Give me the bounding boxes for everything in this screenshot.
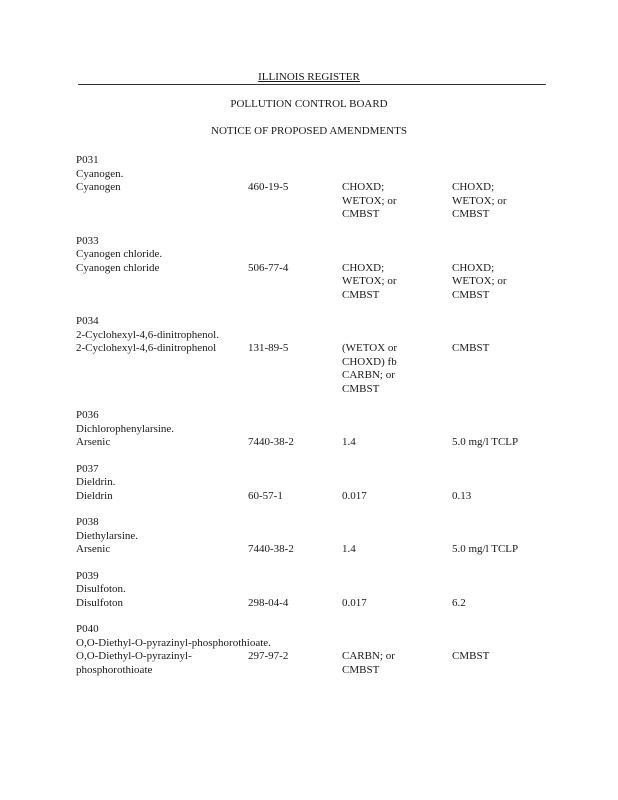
standard-line: CHOXD; [342,261,385,274]
nonwastewater-standard [452,543,562,557]
waste-entry [76,235,576,303]
constituent-line: phosphorothioate [76,663,153,676]
wastewater-standard [342,342,452,396]
wastewater-standard [342,543,452,557]
waste-entry [76,154,576,222]
standard-line: CARBN; or [342,650,395,662]
nonwastewater-standard [452,342,562,356]
nonwastewater-standard [452,650,562,664]
waste-name: Dieldrin. [76,476,116,488]
waste-entry [76,623,576,677]
constituent: Cyanogen [76,181,121,193]
waste-code: P033 [76,234,99,247]
constituent-row [76,597,576,611]
standard-line: CMBST [452,342,490,354]
constituent-row [76,436,576,450]
cas-number: 460-19-5 [248,181,289,193]
waste-entry [76,315,576,396]
standard-line: CMBST [452,288,490,301]
waste-code: P034 [76,315,99,327]
waste-name: Cyanogen chloride. [76,248,163,260]
constituent: Cyanogen chloride [76,261,160,274]
constituent-row [76,342,576,396]
standard-line: CMBST [342,208,380,220]
standard-line: WETOX; or [342,275,397,287]
standard-line: CHOXD) fb [342,355,397,368]
wastewater-standard [342,181,452,222]
wastewater-standard [342,436,452,450]
standard-line: CARBN; or [342,369,395,381]
standard-line: 5.0 mg/l TCLP [452,543,519,555]
waste-entry [76,516,576,557]
waste-code-list [76,154,576,690]
waste-entry [76,570,576,611]
waste-entry [76,463,576,504]
nonwastewater-standard [452,262,562,303]
standard-line: WETOX; or [452,275,507,287]
board-name: POLLUTION CONTROL BOARD [230,98,388,110]
waste-code: P040 [76,623,99,635]
nonwastewater-standard [452,436,562,450]
waste-name: Cyanogen. [76,167,124,180]
notice-title: NOTICE OF PROPOSED AMENDMENTS [211,125,407,137]
nonwastewater-standard [452,181,562,222]
constituent-row [76,543,576,557]
standard-line: CHOXD; [452,181,495,193]
constituent-row [76,262,576,303]
waste-name: Disulfoton. [76,583,126,595]
constituent-row [76,490,576,504]
standard-line: 1.4 [342,543,356,555]
constituent [76,650,248,677]
nonwastewater-standard [452,490,562,504]
cas-number: 506-77-4 [248,261,289,274]
standard-line: WETOX; or [342,194,397,207]
cas-number: 131-89-5 [248,342,289,354]
standard-line: CMBST [342,382,380,395]
waste-code: P036 [76,409,99,421]
constituent: Dieldrin [76,489,113,502]
constituent: Arsenic [76,436,111,448]
waste-code: P039 [76,569,99,582]
standard-line: WETOX; or [452,194,507,207]
waste-name: O,O-Diethyl-O-pyrazinyl-phosphorothioate. [76,636,271,649]
cas-number: 297-97-2 [248,650,289,662]
standard-line: CMBST [452,208,490,220]
standard-line: 0.017 [342,489,367,502]
waste-name: 2-Cyclohexyl-4,6-dinitrophenol. [76,328,219,341]
waste-name: Diethylarsine. [76,529,139,542]
standard-line: CHOXD; [452,261,495,274]
constituent: Arsenic [76,543,111,555]
wastewater-standard [342,490,452,504]
standard-line: (WETOX or [342,342,398,354]
standard-line: CMBST [452,650,490,662]
cas-number: 298-04-4 [248,596,289,609]
wastewater-standard [342,650,452,677]
wastewater-standard [342,597,452,611]
standard-line: 0.13 [452,489,472,502]
constituent: 2-Cyclohexyl-4,6-dinitrophenol [76,342,217,354]
cas-number: 60-57-1 [248,489,283,502]
waste-code: P037 [76,462,99,475]
cas-number: 7440-38-2 [248,543,294,555]
standard-line: CHOXD; [342,181,385,193]
standard-line: 1.4 [342,436,356,448]
cas-number: 7440-38-2 [248,436,294,448]
constituent-row [76,650,576,677]
constituent: Disulfoton [76,596,124,609]
standard-line: 5.0 mg/l TCLP [452,436,519,448]
header-rule [78,84,546,85]
waste-entry [76,409,576,450]
standard-line: CMBST [342,663,380,676]
wastewater-standard [342,262,452,303]
standard-line: CMBST [342,288,380,301]
nonwastewater-standard [452,597,562,611]
standard-line: 6.2 [452,596,466,609]
constituent-line: O,O-Diethyl-O-pyrazinyl- [76,650,192,662]
waste-code: P038 [76,516,99,528]
standard-line: 0.017 [342,596,367,609]
waste-name: Dichlorophenylarsine. [76,422,175,435]
constituent-row [76,181,576,222]
register-title: ILLINOIS REGISTER [258,71,360,83]
waste-code: P031 [76,154,99,166]
